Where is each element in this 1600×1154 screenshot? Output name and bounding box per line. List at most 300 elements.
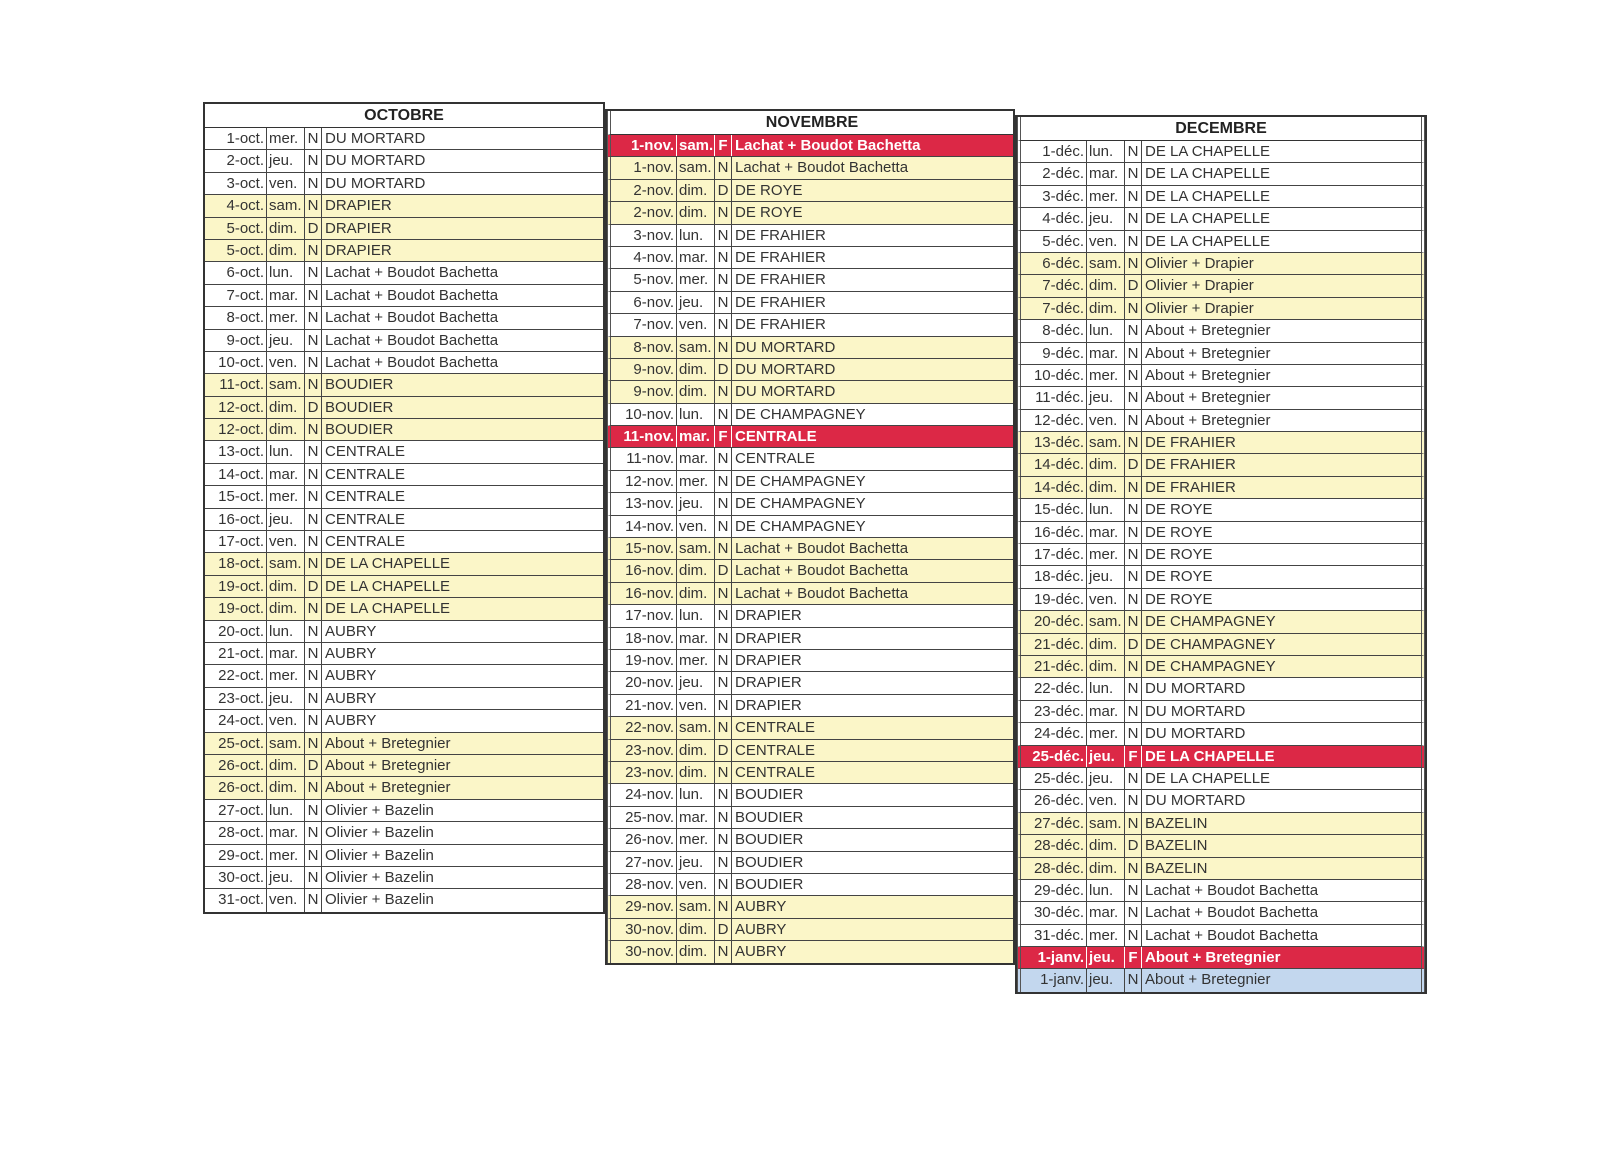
assignee-cell: AUBRY (325, 622, 377, 640)
schedule-row (1017, 163, 1425, 185)
schedule-row (607, 740, 1013, 762)
weekday-cell: jeu. (1087, 566, 1125, 587)
date-cell: 30-oct. (205, 867, 267, 888)
assignee-cell: DE FRAHIER (735, 316, 826, 334)
date-cell: 25-nov. (611, 807, 677, 828)
assignee-cell: Lachat + Boudot Bachetta (1145, 904, 1319, 922)
date-cell: 23-nov. (611, 762, 677, 783)
date-cell: 19-nov. (611, 650, 677, 671)
date-cell: 28-déc. (1021, 835, 1087, 856)
assignee-cell: About + Bretegnier (1145, 344, 1271, 362)
code-cell: N (1125, 969, 1142, 991)
code-cell: N (715, 650, 732, 671)
assignee-cell: Lachat + Boudot Bachetta (735, 540, 909, 558)
code-cell: N (1125, 163, 1142, 184)
weekday-cell: dim. (677, 180, 715, 201)
assignee-cell: BOUDIER (735, 808, 804, 826)
code-cell: N (1125, 186, 1142, 207)
weekday-cell: mer. (1087, 544, 1125, 565)
assignee-cell: DU MORTARD (1145, 792, 1246, 810)
schedule-row (1017, 253, 1425, 275)
weekday-cell: jeu. (677, 672, 715, 693)
code-cell: N (715, 852, 732, 873)
code-cell: N (715, 583, 732, 604)
date-cell: 28-nov. (611, 874, 677, 895)
code-cell: N (305, 352, 322, 373)
schedule-row (1017, 275, 1425, 297)
month-rows (205, 128, 603, 912)
assignee-cell: DE ROYE (1145, 590, 1213, 608)
assignee-cell: Olivier + Drapier (1145, 254, 1254, 272)
code-cell: N (715, 672, 732, 693)
code-cell: N (305, 598, 322, 619)
code-cell: N (715, 314, 732, 335)
weekday-cell: dim. (267, 755, 305, 776)
code-cell: N (715, 269, 732, 290)
schedule-row (1017, 790, 1425, 812)
weekday-cell: sam. (1087, 813, 1125, 834)
date-cell: 7-déc. (1021, 275, 1087, 296)
month-table-november (605, 109, 1015, 965)
assignee-cell: DE LA CHAPELLE (1145, 747, 1275, 765)
assignee-cell: DE LA CHAPELLE (1145, 165, 1271, 183)
schedule-row (1017, 835, 1425, 857)
code-cell: N (305, 621, 322, 642)
date-cell: 16-nov. (611, 583, 677, 604)
assignee-cell: Lachat + Boudot Bachetta (735, 584, 909, 602)
schedule-row (607, 829, 1013, 851)
assignee-cell: DE FRAHIER (735, 226, 826, 244)
weekday-cell: mar. (677, 247, 715, 268)
schedule-row (1017, 611, 1425, 633)
schedule-row (205, 800, 603, 822)
date-cell: 21-nov. (611, 695, 677, 716)
code-cell: N (1125, 902, 1142, 923)
date-cell: 22-nov. (611, 717, 677, 738)
schedule-row (1017, 544, 1425, 566)
weekday-cell: mar. (677, 426, 715, 447)
code-cell: N (1125, 813, 1142, 834)
code-cell: N (305, 553, 322, 574)
schedule-row (1017, 925, 1425, 947)
code-cell: F (1125, 746, 1142, 767)
code-cell: N (305, 665, 322, 686)
schedule-row (205, 330, 603, 352)
code-cell: N (305, 441, 322, 462)
code-cell: N (1125, 365, 1142, 386)
assignee-cell: DE CHAMPAGNEY (735, 517, 866, 535)
assignee-cell: DE LA CHAPELLE (1145, 769, 1271, 787)
schedule-row (1017, 656, 1425, 678)
schedule-row (205, 218, 603, 240)
assignee-cell: CENTRALE (325, 488, 406, 506)
date-cell: 2-déc. (1021, 163, 1087, 184)
code-cell: N (715, 404, 732, 425)
schedule-row (607, 404, 1013, 426)
assignee-cell: DE CHAMPAGNEY (735, 472, 866, 490)
weekday-cell: mer. (677, 269, 715, 290)
assignee-cell: AUBRY (325, 644, 377, 662)
schedule-row (607, 605, 1013, 627)
code-cell: N (305, 240, 322, 261)
weekday-cell: lun. (1087, 880, 1125, 901)
assignee-cell: BOUDIER (735, 875, 804, 893)
schedule-row (607, 180, 1013, 202)
schedule-row (205, 733, 603, 755)
code-cell: D (305, 755, 322, 776)
schedule-row (1017, 701, 1425, 723)
schedule-row (1017, 454, 1425, 476)
code-cell: D (305, 397, 322, 418)
code-cell: N (305, 889, 322, 911)
code-cell: N (1125, 790, 1142, 811)
date-cell: 22-déc. (1021, 678, 1087, 699)
assignee-cell: Lachat + Boudot Bachetta (325, 331, 499, 349)
assignee-cell: Olivier + Bazelin (325, 846, 434, 864)
date-cell: 14-nov. (611, 516, 677, 537)
assignee-cell: DE ROYE (1145, 501, 1213, 519)
date-cell: 9-nov. (611, 359, 677, 380)
code-cell: N (715, 807, 732, 828)
assignee-cell: Olivier + Drapier (1145, 277, 1254, 295)
assignee-cell: DE FRAHIER (735, 271, 826, 289)
weekday-cell: sam. (677, 135, 715, 156)
schedule-row (1017, 298, 1425, 320)
date-cell: 19-oct. (205, 576, 267, 597)
code-cell: N (1125, 566, 1142, 587)
weekday-cell: sam. (267, 374, 305, 395)
weekday-cell: jeu. (677, 292, 715, 313)
date-cell: 25-déc. (1021, 768, 1087, 789)
schedule-row (1017, 634, 1425, 656)
date-cell: 18-nov. (611, 628, 677, 649)
assignee-cell: DE FRAHIER (735, 248, 826, 266)
month-rows (607, 135, 1013, 963)
code-cell: N (715, 941, 732, 963)
assignee-cell: Lachat + Boudot Bachetta (1145, 926, 1319, 944)
schedule-row (607, 784, 1013, 806)
weekday-cell: ven. (1087, 790, 1125, 811)
assignee-cell: CENTRALE (735, 450, 816, 468)
weekday-cell: dim. (1087, 477, 1125, 498)
code-cell: N (305, 509, 322, 530)
code-cell: N (305, 845, 322, 866)
date-cell: 23-oct. (205, 688, 267, 709)
assignee-cell: CENTRALE (735, 763, 816, 781)
assignee-cell: DE FRAHIER (1145, 456, 1236, 474)
code-cell: N (305, 262, 322, 283)
weekday-cell: dim. (677, 359, 715, 380)
code-cell: N (715, 762, 732, 783)
assignee-cell: About + Bretegnier (1145, 322, 1271, 340)
schedule-row (205, 822, 603, 844)
code-cell: N (305, 419, 322, 440)
weekday-cell: jeu. (1087, 208, 1125, 229)
code-cell: F (1125, 947, 1142, 968)
code-cell: N (305, 800, 322, 821)
code-cell: N (715, 225, 732, 246)
date-cell: 7-nov. (611, 314, 677, 335)
assignee-cell: DRAPIER (325, 241, 392, 259)
code-cell: D (715, 180, 732, 201)
code-cell: N (715, 605, 732, 626)
assignee-cell: About + Bretegnier (1145, 971, 1271, 989)
schedule-row (205, 621, 603, 643)
weekday-cell: mar. (267, 643, 305, 664)
weekday-cell: mar. (677, 628, 715, 649)
schedule-row (1017, 343, 1425, 365)
weekday-cell: jeu. (267, 150, 305, 171)
weekday-cell: ven. (677, 516, 715, 537)
code-cell: N (305, 710, 322, 731)
schedule-row (607, 919, 1013, 941)
schedule-row (205, 397, 603, 419)
assignee-cell: Lachat + Boudot Bachetta (325, 309, 499, 327)
assignee-cell: BOUDIER (735, 831, 804, 849)
schedule-row (607, 448, 1013, 470)
schedule-row (205, 777, 603, 799)
assignee-cell: AUBRY (325, 667, 377, 685)
date-cell: 23-déc. (1021, 701, 1087, 722)
schedule-row (607, 381, 1013, 403)
month-title: DECEMBRE (1017, 117, 1425, 141)
weekday-cell: jeu. (1087, 387, 1125, 408)
date-cell: 24-nov. (611, 784, 677, 805)
code-cell: N (1125, 522, 1142, 543)
schedule-row (205, 374, 603, 396)
date-cell: 28-oct. (205, 822, 267, 843)
date-cell: 22-oct. (205, 665, 267, 686)
weekday-cell: ven. (1087, 410, 1125, 431)
assignee-cell: DE ROYE (1145, 546, 1213, 564)
schedule-row (1017, 858, 1425, 880)
assignee-cell: DU MORTARD (325, 174, 426, 192)
schedule-row (1017, 723, 1425, 745)
assignee-cell: BOUDIER (325, 398, 394, 416)
code-cell: D (1125, 275, 1142, 296)
weekday-cell: sam. (677, 337, 715, 358)
weekday-cell: lun. (1087, 678, 1125, 699)
date-cell: 12-oct. (205, 419, 267, 440)
assignee-cell: About + Bretegnier (1145, 366, 1271, 384)
weekday-cell: lun. (1087, 320, 1125, 341)
code-cell: N (305, 688, 322, 709)
schedule-row (1017, 387, 1425, 409)
schedule-row (205, 755, 603, 777)
assignee-cell: Lachat + Boudot Bachetta (735, 159, 909, 177)
schedule-row (205, 464, 603, 486)
date-cell: 2-nov. (611, 202, 677, 223)
date-cell: 23-nov. (611, 740, 677, 761)
code-cell: N (715, 202, 732, 223)
assignee-cell: About + Bretegnier (325, 756, 451, 774)
date-cell: 31-déc. (1021, 925, 1087, 946)
weekday-cell: ven. (267, 352, 305, 373)
schedule-row (1017, 746, 1425, 768)
weekday-cell: sam. (1087, 611, 1125, 632)
weekday-cell: mar. (677, 807, 715, 828)
weekday-cell: dim. (267, 419, 305, 440)
assignee-cell: DE ROYE (735, 204, 803, 222)
date-cell: 7-oct. (205, 285, 267, 306)
assignee-cell: DRAPIER (735, 674, 802, 692)
schedule-row (607, 135, 1013, 157)
schedule-row (607, 359, 1013, 381)
code-cell: N (305, 128, 322, 149)
assignee-cell: AUBRY (735, 898, 787, 916)
weekday-cell: dim. (1087, 656, 1125, 677)
month-table-october (203, 102, 605, 914)
code-cell: N (1125, 589, 1142, 610)
code-cell: N (715, 247, 732, 268)
date-cell: 11-oct. (205, 374, 267, 395)
assignee-cell: DRAPIER (325, 197, 392, 215)
schedule-row (607, 516, 1013, 538)
date-cell: 13-déc. (1021, 432, 1087, 453)
weekday-cell: ven. (677, 314, 715, 335)
schedule-row (1017, 432, 1425, 454)
schedule-row (205, 845, 603, 867)
schedule-row (1017, 902, 1425, 924)
weekday-cell: sam. (267, 733, 305, 754)
code-cell: N (305, 777, 322, 798)
weekday-cell: mer. (267, 845, 305, 866)
code-cell: N (715, 292, 732, 313)
code-cell: F (715, 135, 732, 156)
code-cell: N (1125, 387, 1142, 408)
assignee-cell: DU MORTARD (735, 360, 836, 378)
assignee-cell: DE ROYE (1145, 523, 1213, 541)
assignee-cell: BOUDIER (325, 376, 394, 394)
code-cell: N (305, 285, 322, 306)
schedule-row (607, 426, 1013, 448)
date-cell: 10-oct. (205, 352, 267, 373)
date-cell: 2-oct. (205, 150, 267, 171)
schedule-row (205, 128, 603, 150)
date-cell: 8-oct. (205, 307, 267, 328)
assignee-cell: DRAPIER (735, 696, 802, 714)
assignee-cell: Lachat + Boudot Bachetta (325, 353, 499, 371)
code-cell: N (1125, 410, 1142, 431)
assignee-cell: DU MORTARD (1145, 725, 1246, 743)
date-cell: 17-déc. (1021, 544, 1087, 565)
weekday-cell: mer. (1087, 723, 1125, 744)
code-cell: N (1125, 477, 1142, 498)
date-cell: 19-oct. (205, 598, 267, 619)
schedule-row (1017, 320, 1425, 342)
schedule-row (1017, 365, 1425, 387)
schedule-row (607, 874, 1013, 896)
code-cell: N (1125, 298, 1142, 319)
date-cell: 11-nov. (611, 426, 677, 447)
date-cell: 29-nov. (611, 896, 677, 917)
month-title: OCTOBRE (205, 104, 603, 128)
schedule-row (607, 807, 1013, 829)
assignee-cell: DE LA CHAPELLE (1145, 143, 1271, 160)
schedule-row (205, 262, 603, 284)
code-cell: N (1125, 432, 1142, 453)
date-cell: 26-oct. (205, 777, 267, 798)
date-cell: 25-déc. (1021, 746, 1087, 767)
date-cell: 13-oct. (205, 441, 267, 462)
code-cell: D (715, 919, 732, 940)
date-cell: 9-oct. (205, 330, 267, 351)
date-cell: 5-oct. (205, 218, 267, 239)
weekday-cell: lun. (1087, 141, 1125, 162)
date-cell: 9-nov. (611, 381, 677, 402)
schedule-row (205, 419, 603, 441)
weekday-cell: lun. (267, 621, 305, 642)
code-cell: N (1125, 208, 1142, 229)
code-cell: D (305, 218, 322, 239)
date-cell: 21-déc. (1021, 656, 1087, 677)
date-cell: 6-déc. (1021, 253, 1087, 274)
weekday-cell: jeu. (677, 493, 715, 514)
assignee-cell: About + Bretegnier (325, 734, 451, 752)
assignee-cell: Lachat + Boudot Bachetta (325, 286, 499, 304)
schedule-row (607, 202, 1013, 224)
date-cell: 6-nov. (611, 292, 677, 313)
code-cell: N (1125, 858, 1142, 879)
weekday-cell: mer. (267, 307, 305, 328)
assignee-cell: CENTRALE (735, 719, 816, 737)
weekday-cell: dim. (677, 919, 715, 940)
weekday-cell: ven. (267, 173, 305, 194)
schedule-row (1017, 208, 1425, 230)
schedule-row (205, 150, 603, 172)
weekday-cell: ven. (677, 874, 715, 895)
schedule-row (205, 240, 603, 262)
schedule-row (607, 247, 1013, 269)
weekday-cell: jeu. (267, 867, 305, 888)
schedule-row (607, 292, 1013, 314)
date-cell: 18-oct. (205, 553, 267, 574)
code-cell: N (715, 717, 732, 738)
assignee-cell: Lachat + Boudot Bachetta (325, 264, 499, 282)
weekday-cell: ven. (1087, 231, 1125, 252)
assignee-cell: DE FRAHIER (735, 293, 826, 311)
assignee-cell: DU MORTARD (735, 383, 836, 401)
weekday-cell: mar. (1087, 163, 1125, 184)
date-cell: 26-déc. (1021, 790, 1087, 811)
schedule-row (1017, 186, 1425, 208)
weekday-cell: ven. (1087, 589, 1125, 610)
weekday-cell: lun. (677, 784, 715, 805)
date-cell: 30-nov. (611, 919, 677, 940)
code-cell: N (305, 486, 322, 507)
assignee-cell: DRAPIER (735, 607, 802, 625)
date-cell: 2-nov. (611, 180, 677, 201)
month-title: NOVEMBRE (607, 111, 1013, 135)
weekday-cell: jeu. (677, 852, 715, 873)
date-cell: 30-déc. (1021, 902, 1087, 923)
weekday-cell: jeu. (267, 688, 305, 709)
assignee-cell: CENTRALE (325, 533, 406, 551)
weekday-cell: dim. (267, 598, 305, 619)
assignee-cell: DE CHAMPAGNEY (735, 495, 866, 513)
code-cell: N (305, 643, 322, 664)
schedule-row (607, 941, 1013, 963)
weekday-cell: ven. (267, 710, 305, 731)
weekday-cell: dim. (677, 740, 715, 761)
assignee-cell: DU MORTARD (735, 338, 836, 356)
date-cell: 1-déc. (1021, 141, 1087, 162)
schedule-row (205, 531, 603, 553)
schedule-row (1017, 947, 1425, 969)
date-cell: 20-nov. (611, 672, 677, 693)
date-cell: 13-nov. (611, 493, 677, 514)
date-cell: 12-oct. (205, 397, 267, 418)
